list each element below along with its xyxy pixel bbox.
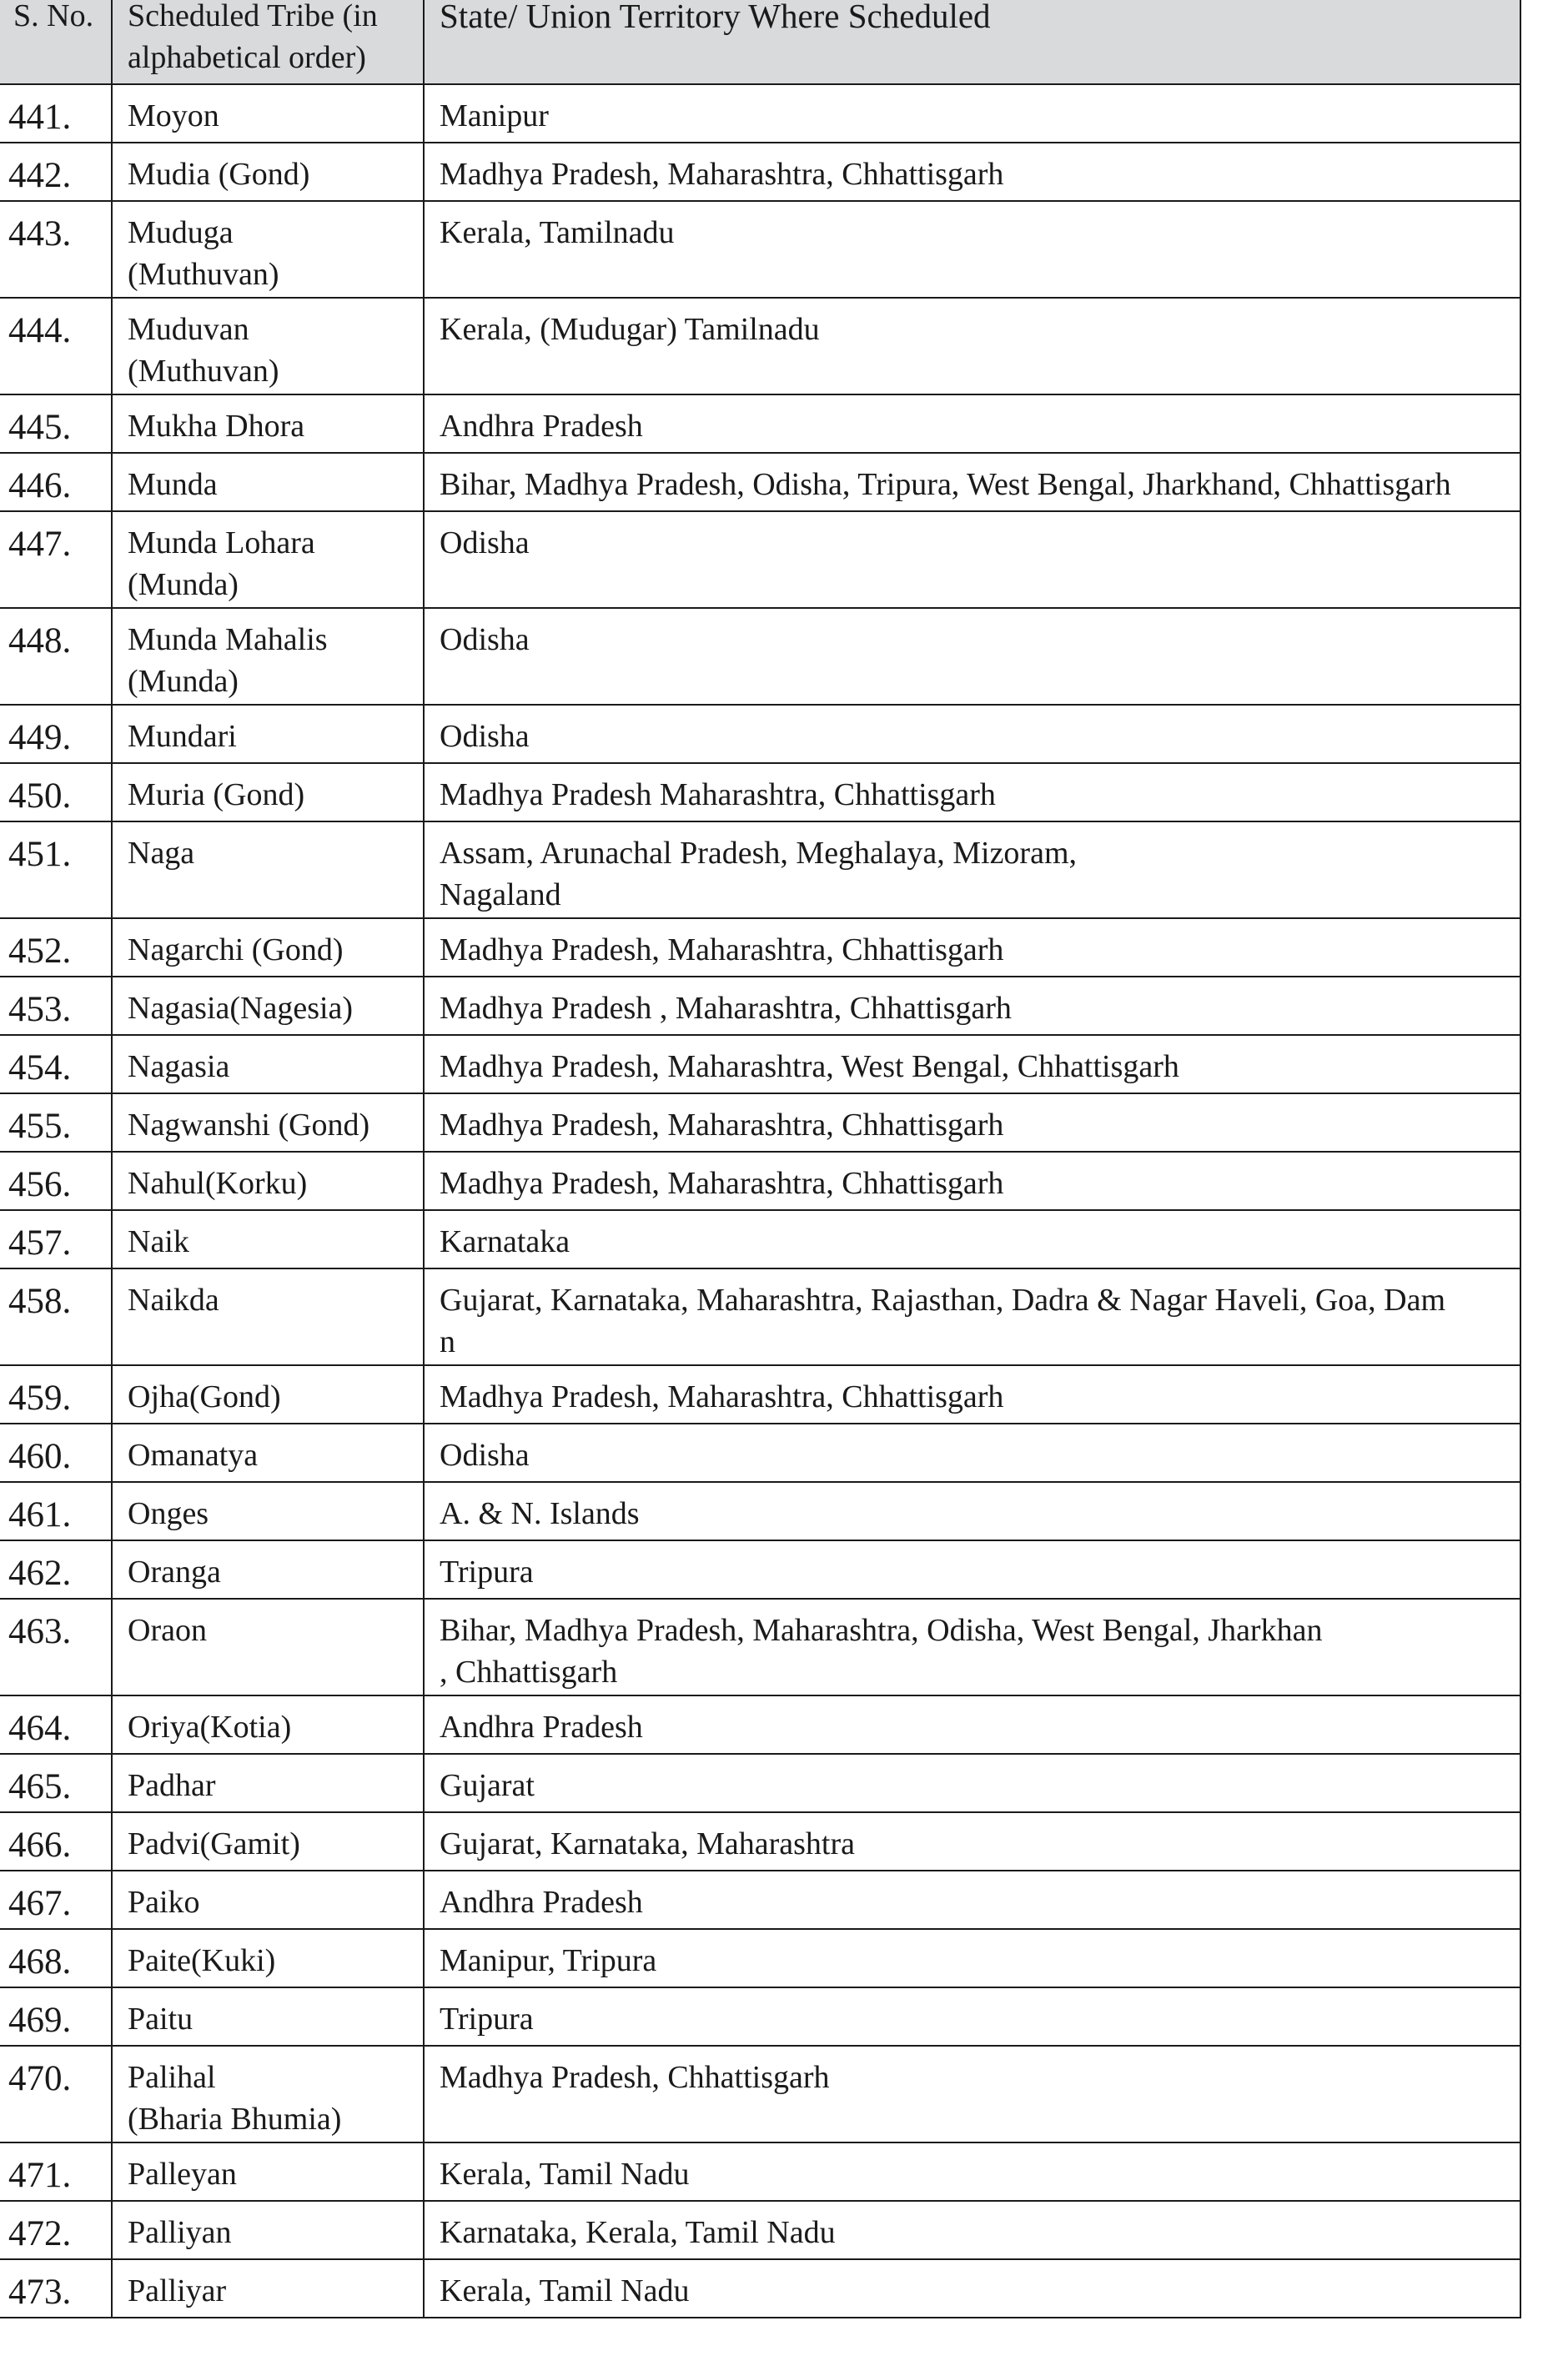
table-row	[0, 2201, 1520, 2259]
serial-number-cell: 471.	[0, 2142, 112, 2201]
serial-number-cell: 470.	[0, 2046, 112, 2142]
tribe-name-cell: Padhar	[112, 1754, 424, 1812]
tribe-name-cell: Paiko	[112, 1871, 424, 1929]
serial-number-cell: 459.	[0, 1365, 112, 1424]
serial-number-cell: 449.	[0, 705, 112, 763]
table-row	[0, 453, 1520, 511]
serial-number-cell: 441.	[0, 84, 112, 143]
states-cell: Andhra Pradesh	[424, 394, 1520, 453]
tribe-name-cell: Munda	[112, 453, 424, 511]
table-row	[0, 143, 1520, 201]
table-row	[0, 1599, 1520, 1695]
states-cell: Karnataka	[424, 1210, 1520, 1268]
tribe-name-cell: Mudia (Gond)	[112, 143, 424, 201]
table-body	[0, 84, 1520, 2318]
table-row	[0, 705, 1520, 763]
states-cell: Tripura	[424, 1987, 1520, 2046]
serial-number-cell: 461.	[0, 1482, 112, 1540]
tribe-name-cell: Munda Mahalis (Munda)	[112, 608, 424, 705]
serial-number-cell: 446.	[0, 453, 112, 511]
states-cell: A. & N. Islands	[424, 1482, 1520, 1540]
states-cell: Madhya Pradesh, Maharashtra, Chhattisgarh	[424, 1152, 1520, 1210]
serial-number-cell: 448.	[0, 608, 112, 705]
states-cell: Madhya Pradesh , Maharashtra, Chhattisgarh	[424, 977, 1520, 1035]
tribe-name-cell: Nagarchi (Gond)	[112, 918, 424, 977]
serial-number-cell: 451.	[0, 821, 112, 918]
serial-number-cell: 444.	[0, 298, 112, 394]
table-row	[0, 1482, 1520, 1540]
table-row	[0, 821, 1520, 918]
table-row	[0, 1871, 1520, 1929]
serial-number-cell: 447.	[0, 511, 112, 608]
serial-number-cell: 456.	[0, 1152, 112, 1210]
serial-number-cell: 462.	[0, 1540, 112, 1599]
serial-number-cell: 457.	[0, 1210, 112, 1268]
tribe-name-cell: Palleyan	[112, 2142, 424, 2201]
table-row	[0, 298, 1520, 394]
states-cell: Madhya Pradesh, Maharashtra, Chhattisgarh	[424, 918, 1520, 977]
table-row	[0, 1035, 1520, 1093]
tribe-name-cell: Palihal (Bharia Bhumia)	[112, 2046, 424, 2142]
tribe-name-cell: Nagasia	[112, 1035, 424, 1093]
serial-number-cell: 468.	[0, 1929, 112, 1987]
states-cell: Odisha	[424, 608, 1520, 705]
table-row	[0, 1812, 1520, 1871]
serial-number-cell: 453.	[0, 977, 112, 1035]
table-row	[0, 201, 1520, 298]
states-cell: Manipur	[424, 84, 1520, 143]
table-row	[0, 1093, 1520, 1152]
tribe-name-cell: Moyon	[112, 84, 424, 143]
states-cell: Kerala, Tamil Nadu	[424, 2259, 1520, 2318]
table-row	[0, 1268, 1520, 1365]
states-cell: Madhya Pradesh, Chhattisgarh	[424, 2046, 1520, 2142]
tribe-name-cell: Muduga (Muthuvan)	[112, 201, 424, 298]
tribe-name-cell: Naga	[112, 821, 424, 918]
table-row	[0, 394, 1520, 453]
tribe-name-cell: Ojha(Gond)	[112, 1365, 424, 1424]
tribe-name-cell: Oriya(Kotia)	[112, 1695, 424, 1754]
serial-number-cell: 445.	[0, 394, 112, 453]
tribe-name-cell: Munda Lohara (Munda)	[112, 511, 424, 608]
table-row	[0, 608, 1520, 705]
table-row	[0, 1210, 1520, 1268]
table-row	[0, 1695, 1520, 1754]
serial-number-cell: 469.	[0, 1987, 112, 2046]
states-cell: Assam, Arunachal Pradesh, Meghalaya, Mizoram, Nagaland	[424, 821, 1520, 918]
header-serial-number: S. No.	[0, 0, 112, 84]
serial-number-cell: 458.	[0, 1268, 112, 1365]
serial-number-cell: 464.	[0, 1695, 112, 1754]
table-row	[0, 511, 1520, 608]
table-row	[0, 1929, 1520, 1987]
states-cell: Kerala, (Mudugar) Tamilnadu	[424, 298, 1520, 394]
tribe-name-cell: Nagwanshi (Gond)	[112, 1093, 424, 1152]
table-row	[0, 84, 1520, 143]
table-row	[0, 2142, 1520, 2201]
table-row	[0, 918, 1520, 977]
serial-number-cell: 450.	[0, 763, 112, 821]
states-cell: Andhra Pradesh	[424, 1871, 1520, 1929]
states-cell: Karnataka, Kerala, Tamil Nadu	[424, 2201, 1520, 2259]
header-state-territory: State/ Union Territory Where Scheduled	[424, 0, 1520, 84]
states-cell: Odisha	[424, 511, 1520, 608]
states-cell: Tripura	[424, 1540, 1520, 1599]
table-row	[0, 1987, 1520, 2046]
table-row	[0, 1540, 1520, 1599]
serial-number-cell: 463.	[0, 1599, 112, 1695]
table-row	[0, 763, 1520, 821]
tribe-name-cell: Muduvan (Muthuvan)	[112, 298, 424, 394]
tribe-name-cell: Palliyar	[112, 2259, 424, 2318]
states-cell: Madhya Pradesh, Maharashtra, Chhattisgarh	[424, 143, 1520, 201]
tribe-name-cell: Oraon	[112, 1599, 424, 1695]
serial-number-cell: 443.	[0, 201, 112, 298]
tribe-name-cell: Muria (Gond)	[112, 763, 424, 821]
tribe-name-cell: Mukha Dhora	[112, 394, 424, 453]
states-cell: Manipur, Tripura	[424, 1929, 1520, 1987]
states-cell: Madhya Pradesh Maharashtra, Chhattisgarh	[424, 763, 1520, 821]
table-row	[0, 1424, 1520, 1482]
states-cell: Kerala, Tamil Nadu	[424, 2142, 1520, 2201]
serial-number-cell: 442.	[0, 143, 112, 201]
serial-number-cell: 454.	[0, 1035, 112, 1093]
states-cell: Gujarat, Karnataka, Maharashtra, Rajasthan, Dadra & Nagar Haveli, Goa, Dam n	[424, 1268, 1520, 1365]
serial-number-cell: 452.	[0, 918, 112, 977]
tribe-name-cell: Padvi(Gamit)	[112, 1812, 424, 1871]
serial-number-cell: 467.	[0, 1871, 112, 1929]
header-scheduled-tribe: Scheduled Tribe (in alphabetical order)	[112, 0, 424, 84]
tribe-name-cell: Naik	[112, 1210, 424, 1268]
tribe-name-cell: Onges	[112, 1482, 424, 1540]
table-row	[0, 1754, 1520, 1812]
states-cell: Bihar, Madhya Pradesh, Maharashtra, Odisha, West Bengal, Jharkhan , Chhattisgarh	[424, 1599, 1520, 1695]
states-cell: Madhya Pradesh, Maharashtra, Chhattisgarh	[424, 1365, 1520, 1424]
states-cell: Gujarat, Karnataka, Maharashtra	[424, 1812, 1520, 1871]
table-row	[0, 2259, 1520, 2318]
states-cell: Andhra Pradesh	[424, 1695, 1520, 1754]
tribe-name-cell: Omanatya	[112, 1424, 424, 1482]
states-cell: Madhya Pradesh, Maharashtra, West Bengal, Chhattisgarh	[424, 1035, 1520, 1093]
tribe-name-cell: Nahul(Korku)	[112, 1152, 424, 1210]
tribe-name-cell: Nagasia(Nagesia)	[112, 977, 424, 1035]
states-cell: Kerala, Tamilnadu	[424, 201, 1520, 298]
table-header-row	[0, 0, 1520, 84]
states-cell: Odisha	[424, 705, 1520, 763]
tribe-name-cell: Oranga	[112, 1540, 424, 1599]
tribe-name-cell: Palliyan	[112, 2201, 424, 2259]
table-row	[0, 2046, 1520, 2142]
table-row	[0, 1365, 1520, 1424]
tribe-name-cell: Naikda	[112, 1268, 424, 1365]
serial-number-cell: 465.	[0, 1754, 112, 1812]
states-cell: Bihar, Madhya Pradesh, Odisha, Tripura, West Bengal, Jharkhand, Chhattisgarh	[424, 453, 1520, 511]
serial-number-cell: 472.	[0, 2201, 112, 2259]
serial-number-cell: 473.	[0, 2259, 112, 2318]
table-row	[0, 1152, 1520, 1210]
tribe-name-cell: Mundari	[112, 705, 424, 763]
serial-number-cell: 460.	[0, 1424, 112, 1482]
tribe-name-cell: Paite(Kuki)	[112, 1929, 424, 1987]
serial-number-cell: 455.	[0, 1093, 112, 1152]
table-row	[0, 977, 1520, 1035]
serial-number-cell: 466.	[0, 1812, 112, 1871]
states-cell: Odisha	[424, 1424, 1520, 1482]
states-cell: Gujarat	[424, 1754, 1520, 1812]
states-cell: Madhya Pradesh, Maharashtra, Chhattisgarh	[424, 1093, 1520, 1152]
tribe-name-cell: Paitu	[112, 1987, 424, 2046]
